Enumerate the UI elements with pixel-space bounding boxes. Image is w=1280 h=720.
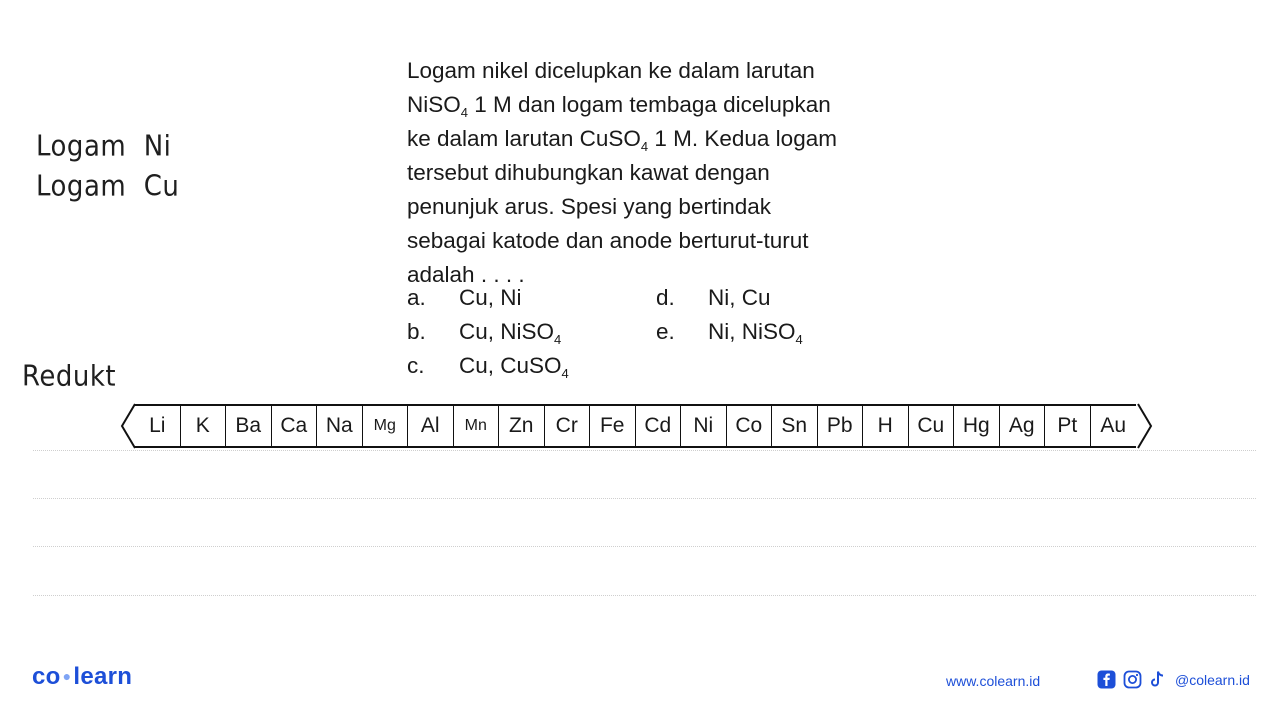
note-logam-ni: Logam Ni — [36, 130, 172, 164]
series-cell-cu: Cu — [909, 406, 955, 446]
dotted-rule — [33, 595, 1256, 596]
social-handle[interactable]: @colearn.id — [1175, 671, 1250, 688]
series-cell-al: Al — [408, 406, 454, 446]
question-line: tersebut dihubungkan kawat dengan — [407, 160, 770, 185]
dotted-rule — [33, 450, 1256, 451]
series-cell-cr: Cr — [545, 406, 591, 446]
dotted-rule — [33, 498, 1256, 499]
series-cell-fe: Fe — [590, 406, 636, 446]
question-line: adalah . . . . — [407, 262, 525, 287]
colearn-logo: co ●learn — [32, 663, 133, 690]
question-line: ke dalam larutan CuSO$_4$ 1 M. Kedua logam — [407, 126, 837, 154]
series-cell-li: Li — [135, 406, 181, 446]
series-cell-pt: Pt — [1045, 406, 1091, 446]
series-cell-h: H — [863, 406, 909, 446]
series-cell-ba: Ba — [226, 406, 272, 446]
dotted-rule — [33, 546, 1256, 547]
option-b[interactable]: b. Cu, NiSO$_4$ — [407, 319, 562, 347]
series-cell-sn: Sn — [772, 406, 818, 446]
question-text — [407, 54, 871, 292]
question-line: Logam nikel dicelupkan ke dalam larutan — [407, 58, 815, 83]
series-cell-na: Na — [317, 406, 363, 446]
social-links — [1097, 670, 1250, 689]
website-link[interactable]: www.colearn.id — [946, 673, 1041, 689]
option-c[interactable]: c. Cu, CuSO$_4$ — [407, 353, 569, 381]
series-cell-mn: Mn — [454, 406, 500, 446]
question-line: penunjuk arus. Spesi yang bertindak — [407, 194, 771, 219]
series-cell-co: Co — [727, 406, 773, 446]
option-e[interactable]: e. Ni, NiSO$_4$ — [656, 319, 803, 347]
arrow-right-icon — [1136, 402, 1156, 450]
note-reduksi: Redukt — [22, 360, 117, 394]
volta-series — [118, 402, 1154, 450]
option-d[interactable]: d. Ni, Cu — [656, 285, 771, 310]
series-cell-pb: Pb — [818, 406, 864, 446]
facebook-icon[interactable] — [1097, 670, 1116, 689]
series-cell-cd: Cd — [636, 406, 682, 446]
tiktok-icon[interactable] — [1149, 670, 1166, 689]
series-cells — [135, 404, 1136, 448]
option-a[interactable]: a. Cu, Ni — [407, 285, 522, 310]
series-cell-ag: Ag — [1000, 406, 1046, 446]
series-cell-zn: Zn — [499, 406, 545, 446]
question-line: NiSO$_4$ 1 M dan logam tembaga dicelupkan — [407, 92, 831, 120]
series-cell-ni: Ni — [681, 406, 727, 446]
series-cell-au: Au — [1100, 414, 1127, 437]
series-cell-ca: Ca — [272, 406, 318, 446]
series-cell-mg: Mg — [363, 406, 409, 446]
series-cell-k: K — [181, 406, 227, 446]
series-cell-hg: Hg — [954, 406, 1000, 446]
question-line: sebagai katode dan anode berturut-turut — [407, 228, 809, 253]
instagram-icon[interactable] — [1123, 670, 1142, 689]
note-logam-cu: Logam Cu — [36, 170, 180, 204]
